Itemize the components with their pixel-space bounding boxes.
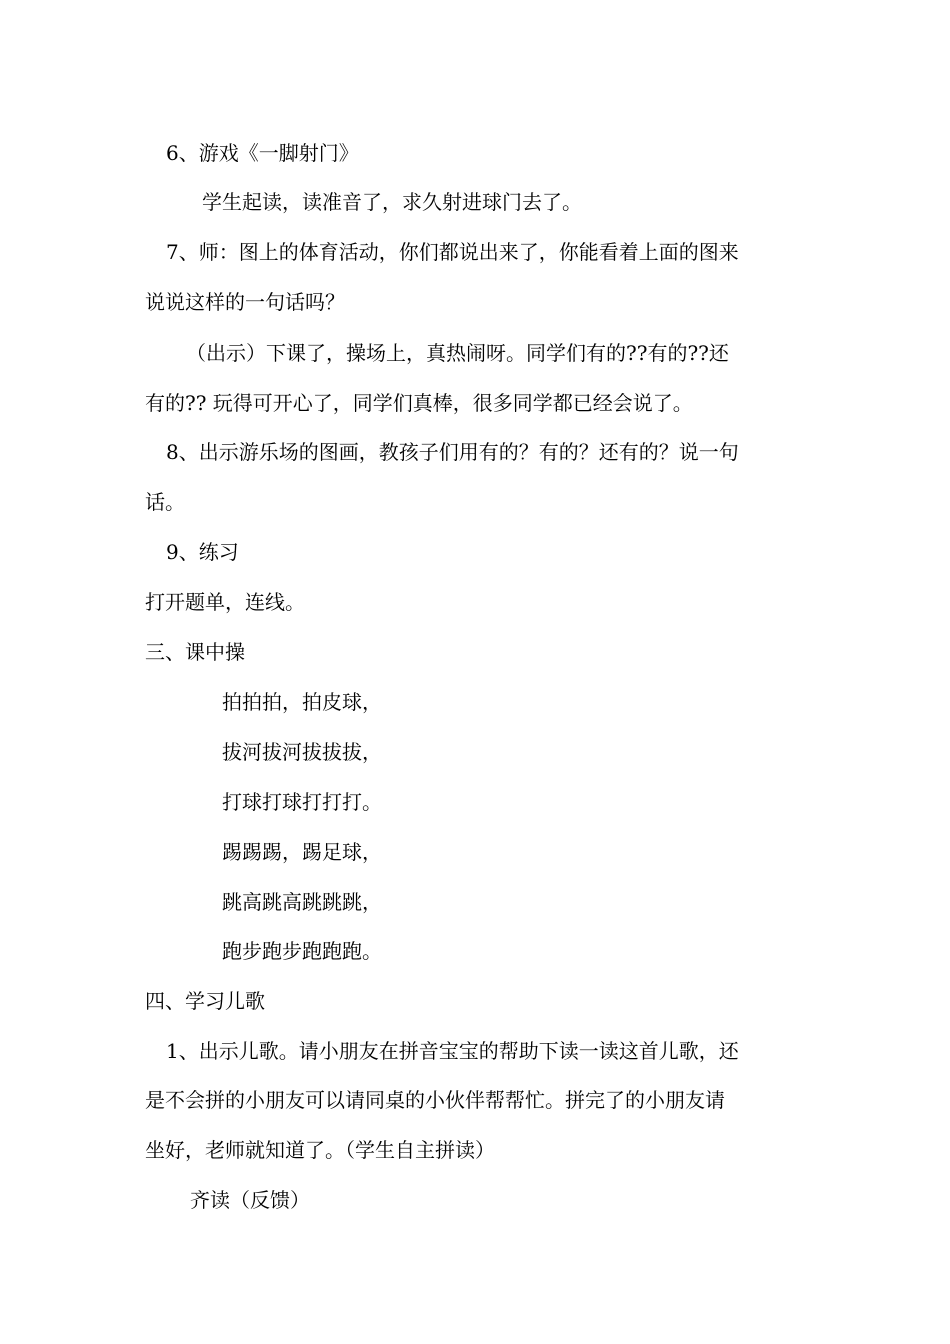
rhyme-line-3: 打球打球打打打。 bbox=[222, 790, 382, 814]
read-together-line: 齐读（反馈） bbox=[190, 1188, 310, 1212]
item-8-line-1: 8、出示游乐场的图画，教孩子们用有的？有的？还有的？说一句 bbox=[166, 440, 739, 464]
rhyme-line-4: 踢踢踢，踢足球， bbox=[222, 840, 382, 864]
item-6-heading: 6、游戏《一脚射门》 bbox=[166, 141, 359, 165]
song-item-1-line-2: 是不会拼的小朋友可以请同桌的小伙伴帮帮忙。拼完了的小朋友请 bbox=[145, 1088, 725, 1112]
item-7-line-1: 7、师：图上的体育活动，你们都说出来了，你能看着上面的图来 bbox=[166, 240, 739, 264]
item-7-line-2: 说说这样的一句话吗？ bbox=[145, 290, 345, 314]
item-6-text: 学生起读，读准音了，求久射进球门去了。 bbox=[202, 190, 582, 214]
example-line-2: 有的?? 玩得可开心了，同学们真棒，很多同学都已经会说了。 bbox=[145, 391, 693, 415]
section-3-heading: 三、课中操 bbox=[145, 640, 245, 664]
song-item-1-line-3: 坐好，老师就知道了。（学生自主拼读） bbox=[145, 1138, 495, 1162]
item-9-heading: 9、练习 bbox=[166, 540, 239, 564]
item-9-text: 打开题单，连线。 bbox=[145, 590, 305, 614]
song-item-1-line-1: 1、出示儿歌。请小朋友在拼音宝宝的帮助下读一读这首儿歌，还 bbox=[166, 1039, 739, 1063]
rhyme-line-2: 拔河拔河拔拔拔， bbox=[222, 740, 382, 764]
rhyme-line-5: 跳高跳高跳跳跳， bbox=[222, 890, 382, 914]
section-4-heading: 四、学习儿歌 bbox=[145, 989, 265, 1013]
rhyme-line-1: 拍拍拍，拍皮球， bbox=[222, 690, 382, 714]
item-8-line-2: 话。 bbox=[145, 490, 185, 514]
rhyme-line-6: 跑步跑步跑跑跑。 bbox=[222, 939, 382, 963]
example-line-1: （出示）下课了，操场上，真热闹呀。同学们有的??有的??还 bbox=[186, 341, 729, 365]
